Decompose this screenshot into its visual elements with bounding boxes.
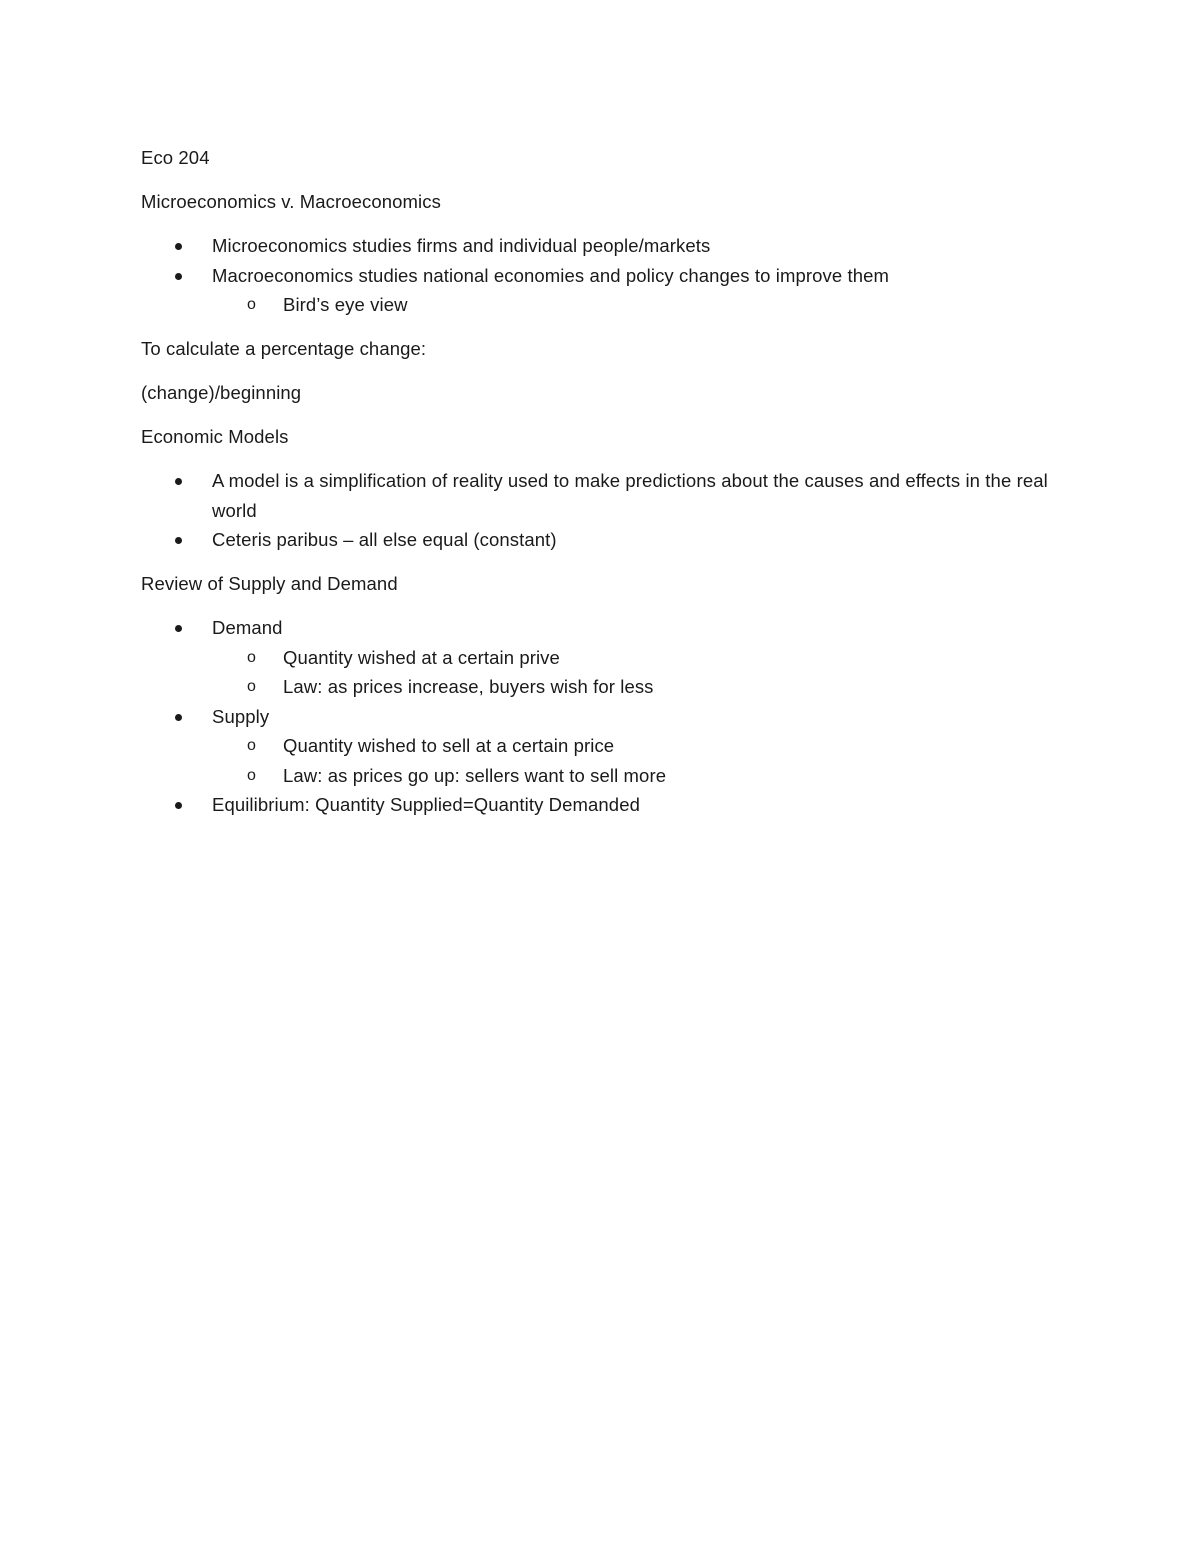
document-body	[141, 143, 1081, 834]
bullet-icon	[175, 273, 182, 280]
micro-macro-list	[141, 231, 1081, 320]
bullet-icon	[175, 537, 182, 544]
sub-bullet-icon: o	[247, 678, 256, 695]
list-item-text: Microeconomics studies firms and individual people/markets	[212, 235, 711, 256]
bullet-icon	[175, 243, 182, 250]
sub-list-item	[211, 672, 1081, 702]
sub-list-item-text: Quantity wished at a certain prive	[283, 646, 560, 668]
list-item-text: Ceteris paribus – all else equal (constant)	[212, 529, 557, 550]
course-heading: Eco 204	[141, 147, 210, 168]
sub-list-item-text: Quantity wished to sell at a certain price	[283, 735, 615, 756]
supply-demand-list	[141, 613, 1081, 820]
list-item	[141, 613, 1081, 702]
sub-bullet-icon: o	[247, 296, 256, 313]
sub-bullet-icon: o	[247, 737, 256, 754]
list-item	[141, 466, 1081, 525]
section-title-economic-models: Economic Models	[141, 426, 289, 447]
bullet-icon	[175, 714, 182, 721]
sub-list-item-text: Law: as prices go up: sellers want to sell more	[283, 764, 667, 786]
list-item	[141, 790, 1081, 820]
sub-list-item	[211, 643, 1081, 673]
percentage-formula: (change)/beginning	[141, 382, 302, 403]
list-item-text: Supply	[212, 705, 270, 727]
sub-list-item	[211, 731, 1081, 761]
bullet-icon	[175, 478, 182, 485]
sub-list-item	[211, 290, 1081, 320]
sub-list	[212, 731, 1081, 790]
sub-list	[212, 290, 1081, 320]
list-item-text: Demand	[212, 617, 283, 638]
economic-models-list	[141, 466, 1081, 555]
list-item	[141, 525, 1081, 555]
list-item	[141, 261, 1081, 320]
list-item-text: Equilibrium: Quantity Supplied=Quantity Demanded	[212, 794, 640, 815]
sub-bullet-icon: o	[247, 648, 256, 666]
section-title-percentage: To calculate a percentage change:	[141, 338, 427, 359]
list-item	[141, 231, 1081, 261]
bullet-icon	[175, 802, 182, 809]
sub-list	[212, 643, 1081, 702]
list-item	[141, 702, 1081, 791]
sub-list-item-text: Bird’s eye view	[283, 294, 408, 315]
sub-list-item	[211, 761, 1081, 791]
list-item-text: A model is a simplification of reality used to make predictions about the causes and effects in the real world	[212, 470, 1048, 521]
section-title-supply-demand: Review of Supply and Demand	[141, 573, 398, 594]
list-item-text: Macroeconomics studies national economies and policy changes to improve them	[212, 264, 890, 286]
sub-list-item-text: Law: as prices increase, buyers wish for less	[283, 676, 654, 697]
sub-bullet-icon: o	[247, 766, 256, 784]
bullet-icon	[175, 625, 182, 632]
section-title-micro-macro: Microeconomics v. Macroeconomics	[141, 191, 441, 212]
